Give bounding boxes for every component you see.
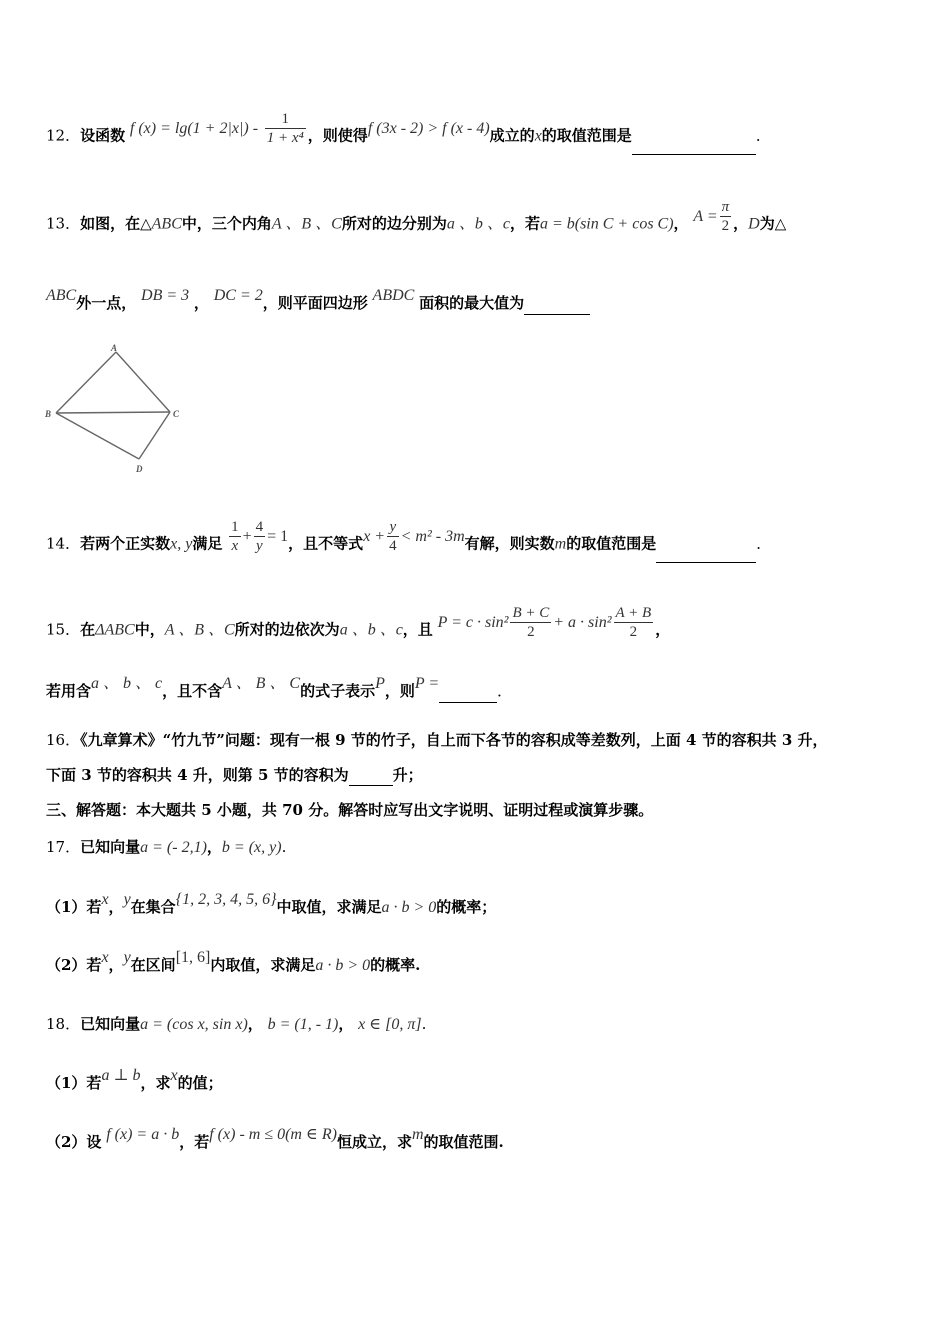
question-16-line-2: 下面 3 节的容积共 4 升，则第 5 节的容积为 升； bbox=[46, 766, 423, 784]
question-15: 15．在ΔABC中，A 、B 、C所对的边依次为a 、b 、c，且 P = c · sin² $\frac{B + C}{2}$ + a · sin² $\frac{A + B}{2}$ ， bbox=[46, 605, 671, 640]
fraction: $\frac{A + B}{2}$ bbox=[615, 605, 652, 640]
question-number: 14． bbox=[46, 534, 81, 553]
vertex-label-d: D bbox=[136, 464, 143, 474]
question-number: 16． bbox=[46, 731, 81, 749]
question-18-part-2: （2）设 f (x) = a · b，若f (x) - m ≤ 0(m ∈ R)恒成立，求m的取值范围. bbox=[46, 1126, 504, 1151]
vertex-label-b: B bbox=[45, 409, 52, 419]
edge-bd bbox=[56, 413, 139, 459]
question-13: 13．如图，在△ABC中，三个内角A 、B 、C所对的边分别为a 、b 、c，若a = b(sin C + cos C)， A = $\frac{\pi}{2}$ ，D为△ bbox=[46, 199, 787, 234]
edge-bc bbox=[56, 412, 170, 413]
question-18: 18．已知向量a = (cos x, sin x)， b = (1, - 1)， x ∈ [0, π]. bbox=[46, 1015, 427, 1033]
section-heading: 三、解答题：本大题共 5 小题，共 70 分。解答时应写出文字说明、证明过程或演算步骤。 bbox=[46, 801, 654, 819]
question-number: 17． bbox=[46, 838, 81, 856]
question-number: 13． bbox=[46, 214, 81, 233]
edge-ac bbox=[116, 352, 170, 412]
math-expression: f (x) = lg(1 + 2|x|) - bbox=[129, 119, 259, 137]
question-number: 15． bbox=[46, 620, 81, 639]
vertex-label-c: C bbox=[173, 409, 180, 419]
fraction: $\frac{1}{x}$ bbox=[231, 519, 239, 554]
fraction: $\frac{4}{y}$ bbox=[255, 519, 264, 554]
question-17-part-2: （2）若x，y在区间[1, 6]内取值，求满足a · b > 0的概率. bbox=[46, 949, 421, 974]
answer-blank[interactable] bbox=[632, 140, 756, 155]
answer-blank[interactable] bbox=[524, 300, 590, 315]
question-12: 12．设函数 f (x) = lg(1 + 2|x|) - $\frac{1}{\text{1 + x⁴}}$ ，则使得f (3x - 2) > f (x - 4)成立的x的取值范围是 ． bbox=[46, 118, 771, 155]
fraction: $\frac{y}{4}$ bbox=[389, 519, 397, 554]
question-15-line-2: 若用含a 、 b 、 c，且不含A 、 B 、 C的式子表示P，则P = ． bbox=[46, 680, 512, 703]
question-number: 12． bbox=[46, 126, 81, 145]
question-13-line-2: ABC外一点， DB = 3 ， DC = 2，则平面四边形 ABDC 面积的最大值为 bbox=[46, 292, 590, 315]
vertex-label-a: A bbox=[111, 343, 118, 353]
quadrilateral-figure bbox=[42, 340, 202, 480]
question-18-part-1: （1）若a ⊥ b，求x的值； bbox=[46, 1067, 223, 1092]
edge-cd bbox=[139, 412, 170, 459]
answer-blank[interactable] bbox=[349, 771, 393, 786]
answer-blank[interactable] bbox=[439, 688, 497, 703]
math-expression: a = b(sin C + cos C) bbox=[539, 215, 674, 233]
fraction: $\frac{B + C}{2}$ bbox=[512, 605, 550, 640]
edge-ab bbox=[56, 352, 116, 413]
question-17: 17．已知向量a = (- 2,1)，b = (x, y). bbox=[46, 838, 287, 856]
answer-blank[interactable] bbox=[656, 548, 756, 563]
question-16: 16．《九章算术》“竹九节”问题：现有一根 9 节的竹子，自上而下各节的容积成等差数列，上面 4 节的容积共 3 升， bbox=[46, 731, 828, 749]
math-expression: f (3x - 2) > f (x - 4) bbox=[367, 119, 490, 137]
fraction: $\frac{1}{\text{1 + x⁴}}$ bbox=[266, 111, 304, 146]
question-number: 18． bbox=[46, 1015, 81, 1033]
question-14: 14．若两个正实数x, y满足 $\frac{1}{x}$ + $\frac{4}{y}$ = 1，且不等式x + $\frac{y}{4}$ < m² - 3m有解，则实数m的取值范围是 ． bbox=[46, 526, 771, 563]
question-17-part-1: （1）若x，y在集合{1, 2, 3, 4, 5, 6}中取值，求满足a · b > 0的概率； bbox=[46, 891, 497, 916]
fraction: $\frac{\pi}{2}$ bbox=[721, 199, 730, 234]
